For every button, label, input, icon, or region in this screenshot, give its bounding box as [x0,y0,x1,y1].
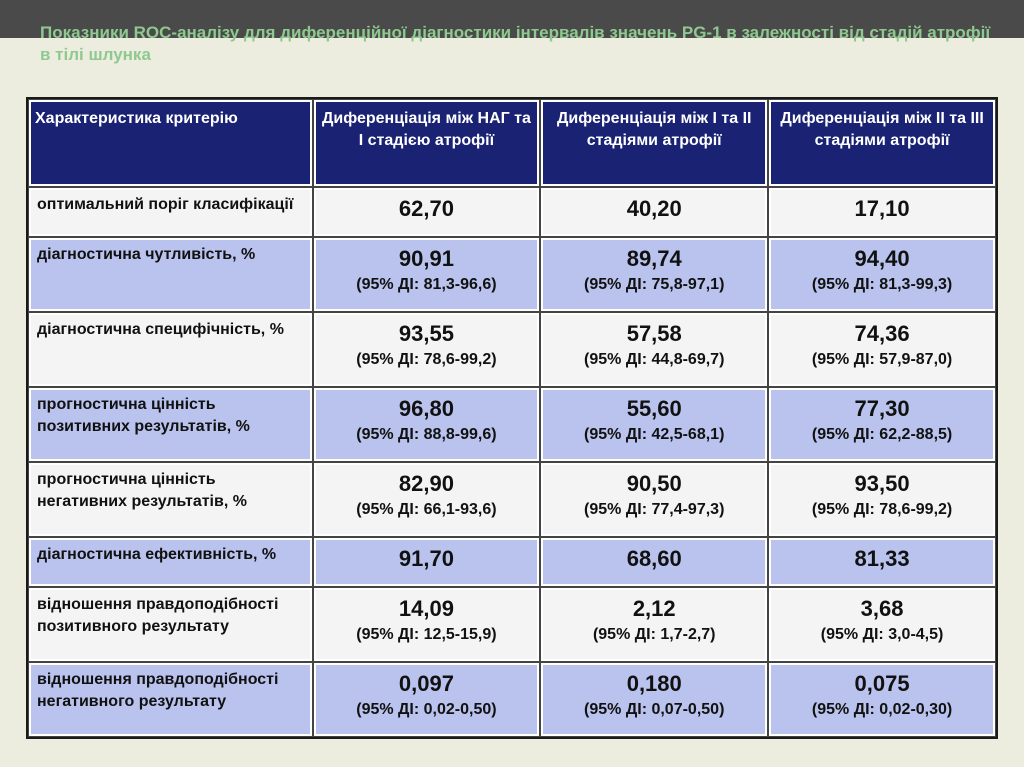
row-label: відношення правдоподібності негативного результату [28,662,313,737]
header-stage1-vs-stage2: Диференціація між I та II стадіями атрофії [540,99,768,187]
table-cell [313,237,541,312]
table-cell [768,662,996,737]
table-row [28,237,996,312]
cell-ci: (95% ДІ: 0,07-0,50) [584,701,725,718]
table-cell [313,462,541,537]
cell-value: 96,80 [398,396,454,421]
slide-title: Показники ROC-аналізу для диференційної діагностики інтервалів значень PG-1 в залежності від стадій атрофії в тілі шлунка [40,23,991,64]
cell-ci: (95% ДІ: 0,02-0,30) [811,701,953,718]
table-cell [540,537,768,587]
cell-value: 94,40 [854,246,910,271]
table-cell [540,587,768,662]
cell-ci: (95% ДІ: 57,9-87,0) [811,351,953,368]
table-cell [540,662,768,737]
table-cell [768,537,996,587]
row-label: прогностична цінність негативних результатів, % [28,462,313,537]
row-label: оптимальний поріг класифікації [28,187,313,237]
table-cell [540,462,768,537]
cell-value: 68,60 [626,546,682,571]
cell-ci: (95% ДІ: 66,1-93,6) [356,501,497,518]
table-cell [313,387,541,462]
cell-value: 0,075 [854,671,910,696]
cell-ci: (95% ДІ: 75,8-97,1) [584,276,725,293]
table-cell [313,537,541,587]
cell-value: 55,60 [626,396,682,421]
cell-value: 89,74 [626,246,682,271]
cell-value: 0,097 [398,671,454,696]
cell-value: 90,50 [626,471,682,496]
table-row [28,312,996,387]
cell-value: 40,20 [626,196,682,221]
cell-value: 0,180 [626,671,682,696]
row-label: діагностична ефективність, % [28,537,313,587]
table-cell [313,312,541,387]
table-row [28,387,996,462]
cell-ci: (95% ДІ: 12,5-15,9) [356,626,497,643]
cell-value: 93,55 [398,321,454,346]
cell-value: 3,68 [860,596,904,621]
table-cell [540,312,768,387]
cell-value: 2,12 [632,596,676,621]
cell-ci: (95% ДІ: 78,6-99,2) [811,501,953,518]
table-cell [768,187,996,237]
table-row [28,537,996,587]
table-cell [313,587,541,662]
cell-value: 77,30 [854,396,910,421]
header-nag-vs-stage1: Диференціація між НАГ та I стадією атрофії [313,99,541,187]
cell-ci: (95% ДІ: 1,7-2,7) [592,626,716,643]
table-cell [768,237,996,312]
table-row [28,462,996,537]
cell-ci: (95% ДІ: 81,3-99,3) [811,276,953,293]
table-cell [313,662,541,737]
table-cell [768,462,996,537]
cell-value: 82,90 [398,471,454,496]
cell-ci: (95% ДІ: 78,6-99,2) [356,351,497,368]
cell-ci: (95% ДІ: 81,3-96,6) [356,276,497,293]
cell-value: 81,33 [854,546,910,571]
cell-value: 17,10 [854,196,910,221]
table-cell [313,187,541,237]
row-label: відношення правдоподібності позитивного результату [28,587,313,662]
table-cell [540,237,768,312]
row-label: прогностична цінність позитивних результатів, % [28,387,313,462]
table-row [28,662,996,737]
cell-ci: (95% ДІ: 0,02-0,50) [356,701,497,718]
cell-ci: (95% ДІ: 77,4-97,3) [584,501,725,518]
cell-ci: (95% ДІ: 62,2-88,5) [811,426,953,443]
header-stage2-vs-stage3: Диференціація між II та III стадіями атрофії [768,99,996,187]
table-row [28,587,996,662]
cell-ci: (95% ДІ: 88,8-99,6) [356,426,497,443]
cell-value: 14,09 [398,596,454,621]
table-cell [768,587,996,662]
cell-value: 91,70 [398,546,454,571]
table-row [28,187,996,237]
table-header-row [28,99,996,187]
cell-value: 93,50 [854,471,910,496]
cell-value: 62,70 [398,196,454,221]
cell-ci: (95% ДІ: 42,5-68,1) [584,426,725,443]
cell-value: 57,58 [626,321,682,346]
table-cell [768,387,996,462]
table-cell [768,312,996,387]
roc-table [26,97,998,739]
cell-ci: (95% ДІ: 44,8-69,7) [584,351,725,368]
row-label: діагностична чутливість, % [28,237,313,312]
table-cell [540,387,768,462]
cell-value: 74,36 [854,321,910,346]
cell-ci: (95% ДІ: 3,0-4,5) [820,626,944,643]
cell-value: 90,91 [398,246,454,271]
row-label: діагностична специфічність, % [28,312,313,387]
header-criterion: Характеристика критерію [28,99,313,187]
table-cell [540,187,768,237]
